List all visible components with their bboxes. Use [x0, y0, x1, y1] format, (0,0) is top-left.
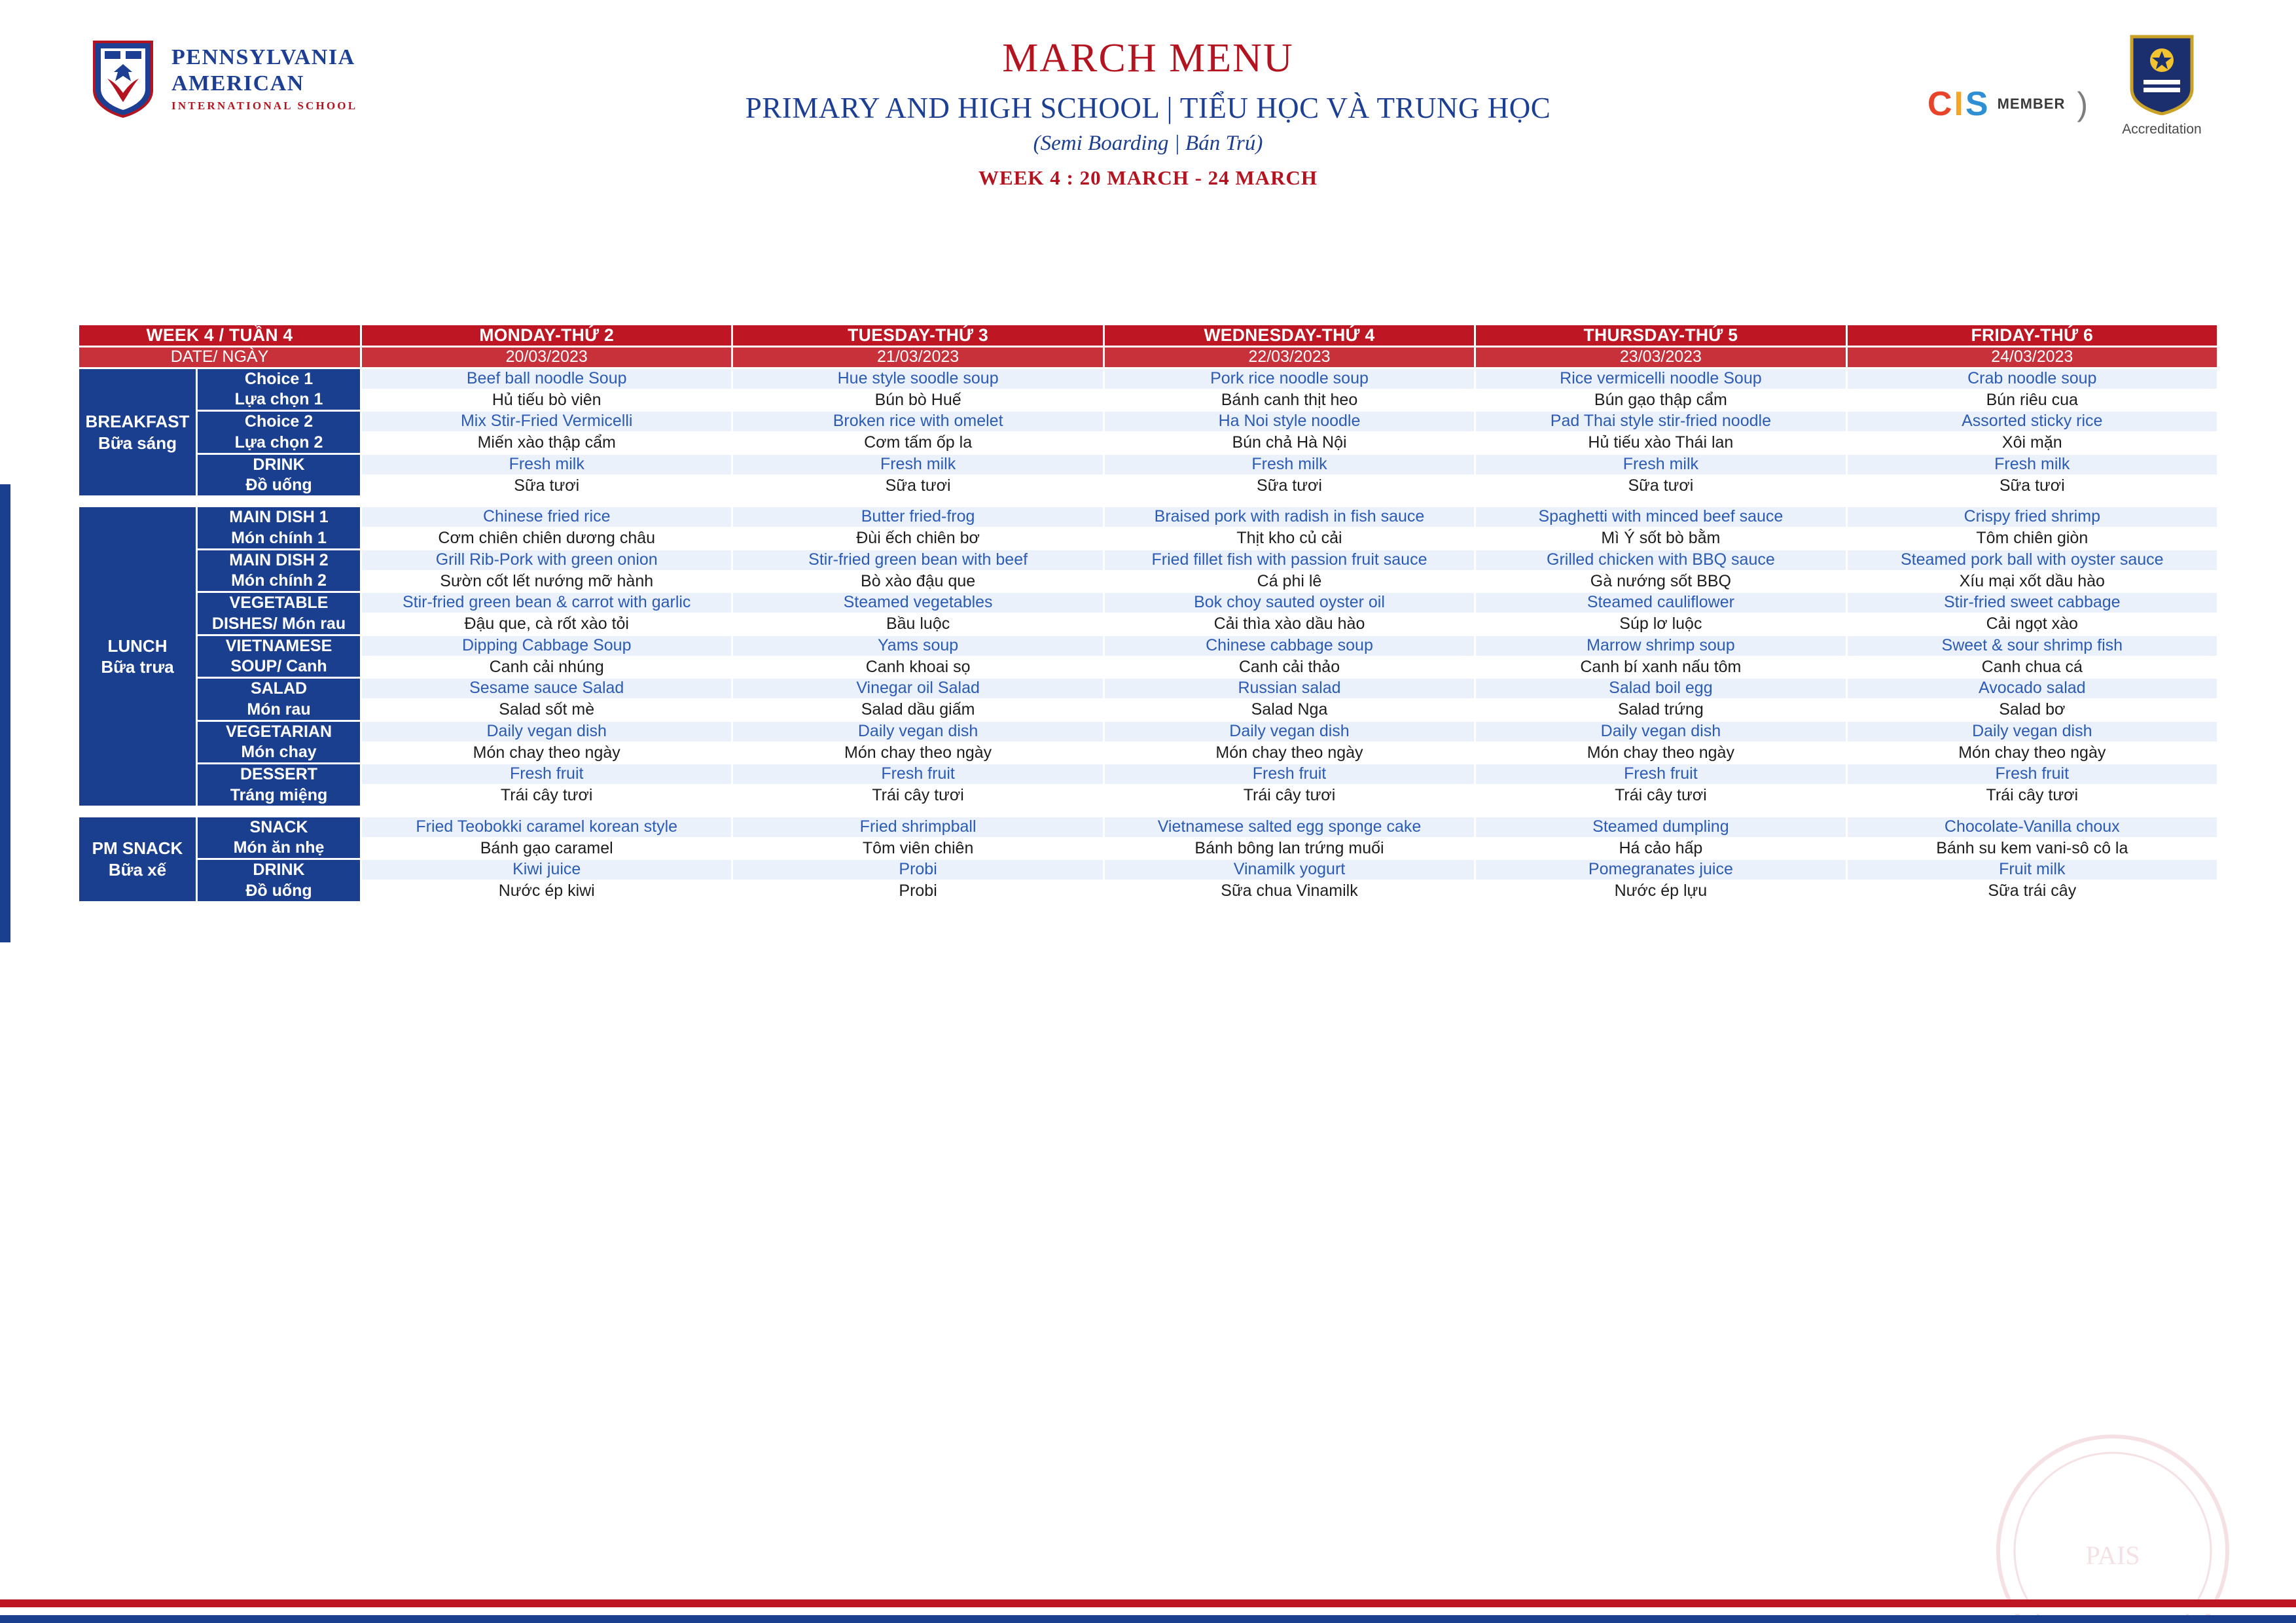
section-label-pm_snack	[79, 817, 196, 901]
table-row	[79, 882, 2217, 901]
row-label-2	[198, 412, 360, 453]
dish-vi-r4-d3: Thịt kho củ cải	[1105, 529, 1474, 548]
dish-en-r7-d3: Chinese cabbage soup	[1105, 636, 1474, 656]
dish-vi-r3-d4: Sữa tươi	[1476, 476, 1845, 496]
date-cell-2: 21/03/2023	[733, 348, 1102, 367]
dish-en-r6-d4: Steamed cauliflower	[1476, 593, 1845, 613]
dish-vi-r5-d1: Sườn cốt lết nướng mỡ hành	[362, 572, 731, 592]
week-label: WEEK 4 / TUẦN 4	[79, 325, 360, 346]
table-row	[79, 572, 2217, 592]
dish-vi-r9-d3: Món chay theo ngày	[1105, 743, 1474, 763]
dish-en-r10-d5: Fresh fruit	[1848, 764, 2217, 784]
dish-vi-r6-d3: Cải thìa xào dầu hào	[1105, 615, 1474, 634]
dish-en-r4-d3: Braised pork with radish in fish sauce	[1105, 507, 1474, 527]
dish-vi-r12-d3: Sữa chua Vinamilk	[1105, 882, 1474, 901]
day-header-3: WEDNESDAY-THỨ 4	[1105, 325, 1474, 346]
week-range: WEEK 4 : 20 MARCH - 24 MARCH	[978, 166, 1318, 189]
section-label-vi: Bữa trưa	[101, 657, 174, 677]
dish-en-r2-d3: Ha Noi style noodle	[1105, 412, 1474, 431]
table-row	[79, 593, 2217, 613]
svg-text:PAIS: PAIS	[2085, 1541, 2140, 1570]
dish-en-r3-d1: Fresh milk	[362, 455, 731, 474]
dish-en-r9-d2: Daily vegan dish	[733, 722, 1102, 741]
dish-vi-r1-d4: Bún gạo thập cẩm	[1476, 391, 1845, 410]
row-label-6	[198, 593, 360, 634]
cis-paren-icon: )	[2077, 86, 2088, 122]
dish-en-r11-d3: Vietnamese salted egg sponge cake	[1105, 817, 1474, 837]
dish-vi-r9-d1: Món chay theo ngày	[362, 743, 731, 763]
table-row	[79, 700, 2217, 720]
dish-en-r9-d3: Daily vegan dish	[1105, 722, 1474, 741]
section-gap	[79, 497, 2217, 505]
dish-vi-r6-d1: Đậu que, cà rốt xào tỏi	[362, 615, 731, 634]
dish-vi-r3-d2: Sữa tươi	[733, 476, 1102, 496]
dish-en-r5-d5: Steamed pork ball with oyster sauce	[1848, 550, 2217, 570]
dish-vi-r11-d2: Tôm viên chiên	[733, 839, 1102, 859]
row-label-vi: Món ăn nhẹ	[233, 838, 325, 857]
dish-vi-r9-d5: Món chay theo ngày	[1848, 743, 2217, 763]
dish-en-r5-d3: Fried fillet fish with passion fruit sauce	[1105, 550, 1474, 570]
dish-en-r8-d5: Avocado salad	[1848, 679, 2217, 698]
cis-member-label: MEMBER	[1997, 96, 2066, 112]
dish-vi-r4-d5: Tôm chiên giòn	[1848, 529, 2217, 548]
day-header-5: FRIDAY-THỨ 6	[1848, 325, 2217, 346]
dish-en-r3-d2: Fresh milk	[733, 455, 1102, 474]
dish-vi-r4-d2: Đùi ếch chiên bơ	[733, 529, 1102, 548]
row-label-vi: Đồ uống	[245, 476, 312, 495]
dish-vi-r8-d1: Salad sốt mè	[362, 700, 731, 720]
dish-en-r7-d2: Yams soup	[733, 636, 1102, 656]
dish-vi-r4-d4: Mì Ý sốt bò bằm	[1476, 529, 1845, 548]
dish-en-r5-d1: Grill Rib-Pork with green onion	[362, 550, 731, 570]
dish-en-r7-d1: Dipping Cabbage Soup	[362, 636, 731, 656]
dish-en-r12-d4: Pomegranates juice	[1476, 860, 1845, 880]
section-label-vi: Bữa xế	[108, 859, 167, 880]
dish-en-r11-d4: Steamed dumpling	[1476, 817, 1845, 837]
row-label-vi: Món chay	[241, 743, 317, 762]
page-header	[0, 0, 2296, 308]
dish-vi-r10-d1: Trái cây tươi	[362, 786, 731, 806]
dish-vi-r7-d4: Canh bí xanh nấu tôm	[1476, 658, 1845, 677]
table-row	[79, 476, 2217, 496]
date-cell-5: 24/03/2023	[1848, 348, 2217, 367]
table-row	[79, 839, 2217, 859]
cis-letter-s: S	[1965, 84, 1988, 123]
dish-en-r9-d4: Daily vegan dish	[1476, 722, 1845, 741]
table-row	[79, 636, 2217, 656]
dish-vi-r5-d3: Cá phi lê	[1105, 572, 1474, 592]
row-label-en: DRINK	[253, 861, 305, 880]
dish-vi-r5-d5: Xíu mại xốt dầu hào	[1848, 572, 2217, 592]
table-row	[79, 412, 2217, 431]
row-label-vi: Món chính 1	[231, 528, 327, 547]
dish-vi-r1-d5: Bún riêu cua	[1848, 391, 2217, 410]
dish-vi-r10-d2: Trái cây tươi	[733, 786, 1102, 806]
row-label-8	[198, 679, 360, 720]
dish-en-r6-d3: Bok choy sauted oyster oil	[1105, 593, 1474, 613]
dish-vi-r5-d2: Bò xào đậu que	[733, 572, 1102, 592]
dish-en-r2-d1: Mix Stir-Fried Vermicelli	[362, 412, 731, 431]
row-label-en: Choice 2	[244, 412, 314, 431]
dish-en-r4-d2: Butter fried-frog	[733, 507, 1102, 527]
table-row	[79, 529, 2217, 548]
table-date-row	[79, 348, 2217, 367]
dish-en-r8-d3: Russian salad	[1105, 679, 1474, 698]
table-row	[79, 615, 2217, 634]
dish-en-r5-d4: Grilled chicken with BBQ sauce	[1476, 550, 1845, 570]
dish-vi-r4-d1: Cơm chiên chiên dương châu	[362, 529, 731, 548]
dish-vi-r10-d3: Trái cây tươi	[1105, 786, 1474, 806]
dish-vi-r11-d4: Há cảo hấp	[1476, 839, 1845, 859]
dish-vi-r12-d2: Probi	[733, 882, 1102, 901]
table-row	[79, 817, 2217, 837]
table-row	[79, 679, 2217, 698]
row-label-en: VIETNAMESE	[225, 636, 332, 655]
dish-vi-r10-d4: Trái cây tươi	[1476, 786, 1845, 806]
dish-en-r9-d1: Daily vegan dish	[362, 722, 731, 741]
day-header-1: MONDAY-THỨ 2	[362, 325, 731, 346]
table-row	[79, 369, 2217, 389]
dish-vi-r2-d2: Cơm tấm ốp la	[733, 433, 1102, 453]
dish-en-r2-d4: Pad Thai style stir-fried noodle	[1476, 412, 1845, 431]
accreditation-badge-icon	[2128, 34, 2196, 115]
row-label-en: DRINK	[253, 455, 305, 474]
table-header-row	[79, 325, 2217, 346]
dish-en-r1-d3: Pork rice noodle soup	[1105, 369, 1474, 389]
dish-vi-r3-d3: Sữa tươi	[1105, 476, 1474, 496]
dish-vi-r8-d2: Salad dầu giấm	[733, 700, 1102, 720]
section-label-en: BREAKFAST	[85, 412, 190, 432]
row-label-en: SNACK	[249, 817, 308, 836]
table-row	[79, 764, 2217, 784]
row-label-3	[198, 455, 360, 496]
school-name-line2: AMERICAN	[171, 71, 304, 96]
row-label-10	[198, 764, 360, 806]
table-row	[79, 860, 2217, 880]
row-label-1	[198, 369, 360, 410]
dish-vi-r7-d2: Canh khoai sọ	[733, 658, 1102, 677]
dish-vi-r8-d3: Salad Nga	[1105, 700, 1474, 720]
dish-en-r10-d4: Fresh fruit	[1476, 764, 1845, 784]
dish-en-r2-d5: Assorted sticky rice	[1848, 412, 2217, 431]
dish-en-r1-d4: Rice vermicelli noodle Soup	[1476, 369, 1845, 389]
dish-en-r3-d3: Fresh milk	[1105, 455, 1474, 474]
dish-en-r11-d5: Chocolate-Vanilla choux	[1848, 817, 2217, 837]
table-row	[79, 722, 2217, 741]
dish-vi-r8-d4: Salad trứng	[1476, 700, 1845, 720]
section-label-en: PM SNACK	[92, 838, 183, 859]
row-label-4	[198, 507, 360, 548]
row-label-en: VEGETABLE	[229, 594, 329, 613]
dish-en-r12-d5: Fruit milk	[1848, 860, 2217, 880]
dish-vi-r11-d5: Bánh su kem vani-sô cô la	[1848, 839, 2217, 859]
dish-en-r4-d1: Chinese fried rice	[362, 507, 731, 527]
row-label-vi: Lựa chọn 1	[234, 390, 323, 409]
dish-vi-r12-d4: Nước ép lựu	[1476, 882, 1845, 901]
row-label-en: MAIN DISH 2	[229, 550, 329, 569]
dish-en-r11-d2: Fried shrimpball	[733, 817, 1102, 837]
dish-en-r12-d2: Probi	[733, 860, 1102, 880]
dish-en-r2-d2: Broken rice with omelet	[733, 412, 1102, 431]
decorative-bottom-stripes	[0, 1596, 2296, 1623]
page-title: MARCH MENU	[1002, 36, 1294, 80]
dish-en-r6-d5: Stir-fried sweet cabbage	[1848, 593, 2217, 613]
dish-vi-r6-d5: Cải ngọt xào	[1848, 615, 2217, 634]
watermark-seal	[1975, 1400, 2250, 1616]
section-label-lunch	[79, 507, 196, 806]
row-label-vi: Món chính 2	[231, 571, 327, 590]
menu-table	[77, 323, 2219, 903]
dish-en-r1-d5: Crab noodle soup	[1848, 369, 2217, 389]
dish-vi-r6-d2: Bầu luộc	[733, 615, 1102, 634]
row-label-vi: SOUP/ Canh	[230, 657, 327, 676]
row-label-en: MAIN DISH 1	[229, 508, 329, 527]
dish-en-r5-d2: Stir-fried green bean with beef	[733, 550, 1102, 570]
dish-en-r6-d1: Stir-fried green bean & carrot with garlic	[362, 593, 731, 613]
dish-vi-r5-d4: Gà nướng sốt BBQ	[1476, 572, 1845, 592]
table-row	[79, 743, 2217, 763]
dish-vi-r12-d5: Sữa trái cây	[1848, 882, 2217, 901]
page-subtitle: PRIMARY AND HIGH SCHOOL | TIỂU HỌC VÀ TRUNG HỌC	[745, 92, 1551, 124]
row-label-vi: Đồ uống	[245, 881, 312, 900]
dish-vi-r3-d5: Sữa tươi	[1848, 476, 2217, 496]
dish-vi-r9-d2: Món chay theo ngày	[733, 743, 1102, 763]
dish-en-r3-d5: Fresh milk	[1848, 455, 2217, 474]
dish-vi-r8-d5: Salad bơ	[1848, 700, 2217, 720]
dish-en-r12-d3: Vinamilk yogurt	[1105, 860, 1474, 880]
cis-letter-i: I	[1954, 84, 1964, 123]
dish-vi-r1-d3: Bánh canh thịt heo	[1105, 391, 1474, 410]
date-cell-3: 22/03/2023	[1105, 348, 1474, 367]
dish-en-r10-d1: Fresh fruit	[362, 764, 731, 784]
dish-en-r9-d5: Daily vegan dish	[1848, 722, 2217, 741]
dish-vi-r7-d5: Canh chua cá	[1848, 658, 2217, 677]
dish-en-r3-d4: Fresh milk	[1476, 455, 1845, 474]
dish-vi-r2-d3: Bún chả Hà Nội	[1105, 433, 1474, 453]
dish-vi-r9-d4: Món chay theo ngày	[1476, 743, 1845, 763]
row-label-en: VEGETARIAN	[225, 722, 332, 741]
day-header-4: THURSDAY-THỨ 5	[1476, 325, 1845, 346]
table-row	[79, 550, 2217, 570]
school-name-line1: PENNSYLVANIA	[171, 45, 355, 69]
row-label-9	[198, 722, 360, 763]
day-header-2: TUESDAY-THỨ 3	[733, 325, 1102, 346]
row-label-7	[198, 636, 360, 677]
table-row	[79, 391, 2217, 410]
dish-vi-r11-d3: Bánh bông lan trứng muối	[1105, 839, 1474, 859]
accreditation-label: Accreditation	[2122, 122, 2202, 137]
section-label-en: LUNCH	[107, 635, 168, 656]
dish-vi-r2-d1: Miến xào thập cẩm	[362, 433, 731, 453]
row-label-12	[198, 860, 360, 901]
table-row	[79, 658, 2217, 677]
dish-en-r7-d4: Marrow shrimp soup	[1476, 636, 1845, 656]
dish-vi-r6-d4: Súp lơ luộc	[1476, 615, 1845, 634]
dish-en-r8-d2: Vinegar oil Salad	[733, 679, 1102, 698]
date-cell-4: 23/03/2023	[1476, 348, 1845, 367]
dish-vi-r1-d2: Bún bò Huế	[733, 391, 1102, 410]
table-row	[79, 507, 2217, 527]
dish-vi-r12-d1: Nước ép kiwi	[362, 882, 731, 901]
table-row	[79, 433, 2217, 453]
date-cell-1: 20/03/2023	[362, 348, 731, 367]
dish-vi-r2-d4: Hủ tiếu xào Thái lan	[1476, 433, 1845, 453]
dish-vi-r1-d1: Hủ tiếu bò viên	[362, 391, 731, 410]
row-label-vi: Món rau	[247, 700, 311, 719]
section-label-vi: Bữa sáng	[98, 433, 177, 453]
table-row	[79, 786, 2217, 806]
cis-letter-c: C	[1927, 84, 1952, 123]
section-label-breakfast	[79, 369, 196, 496]
dish-en-r8-d4: Salad boil egg	[1476, 679, 1845, 698]
date-label: DATE/ NGÀY	[79, 348, 360, 367]
dish-vi-r11-d1: Bánh gạo caramel	[362, 839, 731, 859]
dish-en-r1-d1: Beef ball noodle Soup	[362, 369, 731, 389]
dish-en-r11-d1: Fried Teobokki caramel korean style	[362, 817, 731, 837]
dish-en-r10-d2: Fresh fruit	[733, 764, 1102, 784]
dish-vi-r3-d1: Sữa tươi	[362, 476, 731, 496]
accreditation-block	[2106, 34, 2217, 137]
cis-member-logo	[1928, 85, 2088, 123]
dish-en-r8-d1: Sesame sauce Salad	[362, 679, 731, 698]
dish-vi-r10-d5: Trái cây tươi	[1848, 786, 2217, 806]
dish-en-r6-d2: Steamed vegetables	[733, 593, 1102, 613]
row-label-en: Choice 1	[244, 369, 314, 388]
dish-vi-r7-d1: Canh cải nhúng	[362, 658, 731, 677]
dish-en-r7-d5: Sweet & sour shrimp fish	[1848, 636, 2217, 656]
row-label-en: SALAD	[250, 679, 308, 698]
row-label-vi: DISHES/ Món rau	[211, 614, 346, 633]
dish-en-r4-d4: Spaghetti with minced beef sauce	[1476, 507, 1845, 527]
section-gap	[79, 808, 2217, 815]
row-label-vi: Tráng miệng	[230, 785, 328, 804]
row-label-5	[198, 550, 360, 592]
table-row	[79, 455, 2217, 474]
school-name-line3: INTERNATIONAL SCHOOL	[171, 99, 358, 113]
row-label-en: DESSERT	[240, 765, 318, 784]
dish-en-r12-d1: Kiwi juice	[362, 860, 731, 880]
row-label-vi: Lựa chọn 2	[234, 433, 323, 452]
dish-en-r4-d5: Crispy fried shrimp	[1848, 507, 2217, 527]
dish-vi-r7-d3: Canh cải thảo	[1105, 658, 1474, 677]
dish-vi-r2-d5: Xôi mặn	[1848, 433, 2217, 453]
dish-en-r10-d3: Fresh fruit	[1105, 764, 1474, 784]
dish-en-r1-d2: Hue style soodle soup	[733, 369, 1102, 389]
row-label-11	[198, 817, 360, 859]
boarding-type: (Semi Boarding | Bán Trú)	[1033, 132, 1263, 155]
